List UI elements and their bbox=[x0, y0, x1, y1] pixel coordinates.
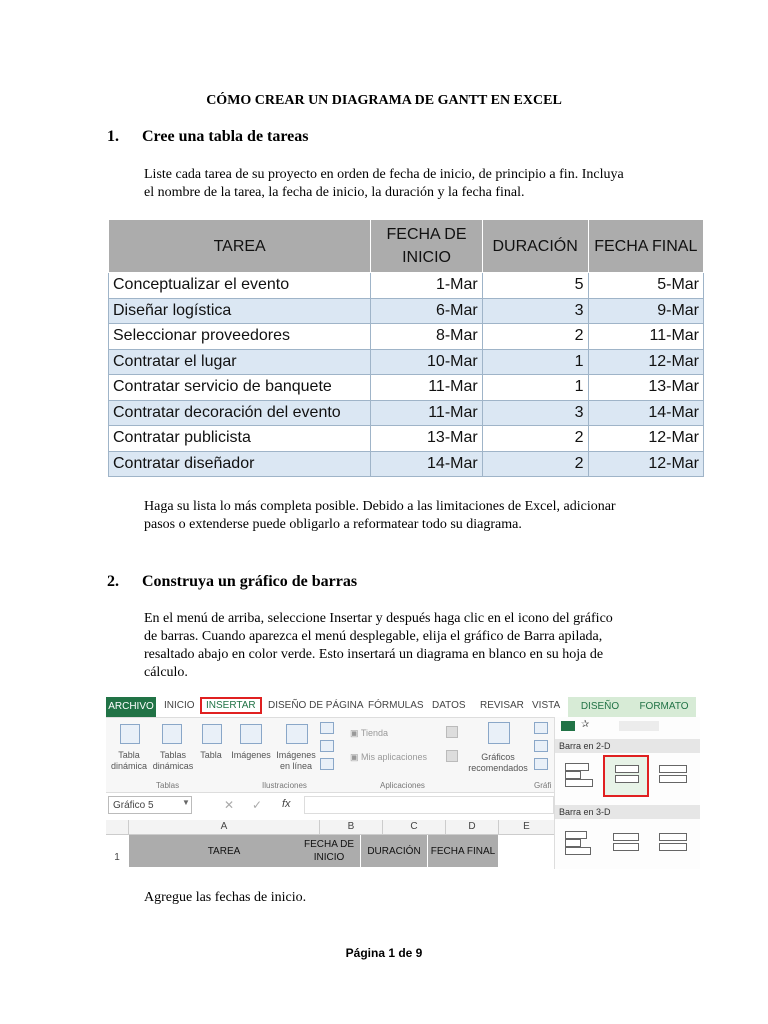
duration-cell: 3 bbox=[482, 400, 588, 426]
header-end-date: FECHA FINAL bbox=[588, 220, 703, 273]
column-header-d[interactable]: D bbox=[446, 820, 499, 835]
start-date-cell: 13-Mar bbox=[371, 426, 482, 452]
section1-paragraph-line: Haga su lista lo más completa posible. Debido a las limitaciones de Excel, adicionar bbox=[144, 499, 616, 514]
cell-c1[interactable]: DURACIÓN bbox=[361, 835, 428, 867]
images-icon[interactable] bbox=[240, 724, 262, 744]
tab-formato[interactable]: FORMATO bbox=[632, 697, 696, 717]
task-cell: Diseñar logística bbox=[109, 298, 371, 324]
line-chart-icon[interactable] bbox=[534, 740, 548, 752]
table-row bbox=[109, 400, 704, 426]
cell-b1[interactable]: FECHA DE INICIO bbox=[298, 835, 361, 867]
pivot-table-label: Tabla dinámica bbox=[110, 750, 148, 771]
pie-chart-icon[interactable] bbox=[534, 758, 548, 770]
bar-chart-icon[interactable] bbox=[561, 721, 575, 731]
group-tablas: Tablas bbox=[156, 781, 180, 790]
tab-insertar[interactable]: INSERTAR bbox=[200, 697, 262, 714]
section2-heading: Construya un gráfico de barras bbox=[142, 573, 358, 590]
column-header-a[interactable]: A bbox=[129, 820, 320, 835]
duration-cell: 5 bbox=[482, 273, 588, 299]
chart-options-strip bbox=[619, 721, 659, 731]
row-number[interactable]: 1 bbox=[114, 852, 120, 863]
bar-chart-dropdown bbox=[554, 717, 700, 869]
select-all-corner[interactable] bbox=[106, 820, 129, 835]
tab-revisar[interactable]: REVISAR bbox=[480, 700, 524, 711]
table-row bbox=[109, 451, 704, 477]
duration-cell: 1 bbox=[482, 375, 588, 401]
my-apps-button[interactable]: ▣ Mis aplicaciones bbox=[350, 752, 428, 762]
start-date-cell: 11-Mar bbox=[371, 375, 482, 401]
excel-screenshot bbox=[106, 697, 700, 869]
task-cell: Contratar diseñador bbox=[109, 451, 371, 477]
shapes-icon[interactable] bbox=[320, 722, 334, 734]
section2-number: 2. bbox=[107, 573, 119, 590]
panel-heading-2d: Barra en 2-D bbox=[555, 739, 700, 753]
section2-paragraph-line: En el menú de arriba, seleccione Insertar y después haga clic en el icono del gráfico bbox=[144, 611, 613, 626]
section1-paragraph-line: Liste cada tarea de su proyecto en orden de fecha de inicio, de principio a fin. Incluya bbox=[144, 167, 624, 182]
section1-paragraph-line: el nombre de la tarea, la fecha de inicio, la duración y la fecha final. bbox=[144, 185, 525, 200]
formula-input[interactable] bbox=[304, 796, 554, 814]
table-row bbox=[109, 298, 704, 324]
header-start-date: FECHA DE INICIO bbox=[371, 220, 482, 273]
end-date-cell: 11-Mar bbox=[588, 324, 703, 350]
end-date-cell: 9-Mar bbox=[588, 298, 703, 324]
clustered-bar-icon[interactable] bbox=[565, 761, 595, 787]
table-row bbox=[109, 349, 704, 375]
document-title: CÓMO CREAR UN DIAGRAMA DE GANTT EN EXCEL bbox=[206, 93, 562, 108]
name-box[interactable]: Gráfico 5 bbox=[108, 796, 192, 814]
store-button[interactable]: ▣ Tienda bbox=[350, 728, 389, 738]
tab-inicio[interactable]: INICIO bbox=[164, 700, 195, 711]
task-cell: Contratar publicista bbox=[109, 426, 371, 452]
column-header-c[interactable]: C bbox=[383, 820, 446, 835]
task-cell: Contratar servicio de banquete bbox=[109, 375, 371, 401]
tab-archivo[interactable]: ARCHIVO bbox=[106, 697, 156, 717]
3d-100-stacked-bar-icon[interactable] bbox=[659, 829, 689, 855]
column-header-e[interactable]: E bbox=[499, 820, 555, 835]
end-date-cell: 12-Mar bbox=[588, 349, 703, 375]
scatter-icon[interactable]: ✰ bbox=[581, 719, 590, 730]
tab-datos[interactable]: DATOS bbox=[432, 700, 466, 711]
duration-cell: 3 bbox=[482, 298, 588, 324]
section2-paragraph-line: resaltado abajo en color verde. Esto insertará un diagrama en blanco en su hoja de bbox=[144, 647, 604, 662]
column-header-b[interactable]: B bbox=[320, 820, 383, 835]
formula-bar bbox=[106, 796, 554, 816]
recommended-charts-label: Gráficos recomendados bbox=[468, 752, 528, 773]
section2-paragraph-2: Agregue las fechas de inicio. bbox=[144, 890, 307, 905]
group-aplicaciones: Aplicaciones bbox=[380, 781, 425, 790]
start-date-cell: 1-Mar bbox=[371, 273, 482, 299]
3d-clustered-bar-icon[interactable] bbox=[565, 829, 595, 855]
start-date-cell: 14-Mar bbox=[371, 451, 482, 477]
column-chart-icon[interactable] bbox=[534, 722, 548, 734]
stacked-bar-icon[interactable] bbox=[603, 755, 649, 797]
duration-cell: 2 bbox=[482, 451, 588, 477]
group-ilustraciones: Ilustraciones bbox=[262, 781, 307, 790]
start-date-cell: 11-Mar bbox=[371, 400, 482, 426]
cancel-icon[interactable]: ✕ bbox=[224, 798, 235, 812]
tab-diseno[interactable]: DISEÑO bbox=[568, 697, 632, 717]
start-date-cell: 8-Mar bbox=[371, 324, 482, 350]
task-cell: Contratar decoración del evento bbox=[109, 400, 371, 426]
table-row bbox=[109, 375, 704, 401]
confirm-icon[interactable]: ✓ bbox=[252, 798, 263, 812]
ribbon-tabs bbox=[106, 697, 700, 717]
table-row bbox=[109, 426, 704, 452]
ribbon bbox=[106, 717, 554, 793]
function-icon[interactable]: fx bbox=[282, 798, 291, 810]
table-row bbox=[109, 324, 704, 350]
online-images-label: Imágenes en línea bbox=[276, 750, 316, 771]
cell-a1[interactable]: TAREA bbox=[129, 835, 320, 867]
end-date-cell: 14-Mar bbox=[588, 400, 703, 426]
section1-number: 1. bbox=[107, 128, 119, 145]
end-date-cell: 12-Mar bbox=[588, 451, 703, 477]
tab-formulas[interactable]: FÓRMULAS bbox=[368, 700, 424, 711]
cell-d1[interactable]: FECHA FINAL bbox=[428, 835, 499, 867]
header-task: TAREA bbox=[109, 220, 371, 273]
section2-paragraph-line: de barras. Cuando aparezca el menú desplegable, elija el gráfico de Barra apilada, bbox=[144, 629, 603, 644]
table-row bbox=[109, 273, 704, 299]
smartart-icon[interactable] bbox=[320, 740, 334, 752]
bing-maps-icon[interactable] bbox=[446, 726, 458, 738]
spreadsheet-grid bbox=[106, 820, 554, 869]
section2-paragraph-line: cálculo. bbox=[144, 665, 188, 680]
online-images-icon[interactable] bbox=[286, 724, 308, 744]
task-cell: Contratar el lugar bbox=[109, 349, 371, 375]
end-date-cell: 12-Mar bbox=[588, 426, 703, 452]
duration-cell: 2 bbox=[482, 324, 588, 350]
chevron-down-icon[interactable]: ▼ bbox=[182, 798, 190, 807]
duration-cell: 1 bbox=[482, 349, 588, 375]
table-header-row bbox=[109, 220, 704, 273]
pivot-table-icon[interactable] bbox=[120, 724, 140, 744]
panel-heading-3d: Barra en 3-D bbox=[555, 805, 700, 819]
100-stacked-bar-icon[interactable] bbox=[659, 761, 689, 787]
3d-stacked-bar-icon[interactable] bbox=[613, 829, 643, 855]
section1-heading: Cree una tabla de tareas bbox=[142, 128, 309, 145]
task-cell: Conceptualizar el evento bbox=[109, 273, 371, 299]
task-table bbox=[108, 219, 704, 477]
section1-paragraph-line: pasos o extenderse puede obligarlo a reformatear todo su diagrama. bbox=[144, 517, 522, 532]
group-graficos: Gráfi bbox=[534, 781, 552, 790]
recommended-pivot-icon[interactable] bbox=[162, 724, 182, 744]
header-duration: DURACIÓN bbox=[482, 220, 588, 273]
recommended-charts-icon[interactable] bbox=[488, 722, 510, 744]
task-cell: Seleccionar proveedores bbox=[109, 324, 371, 350]
end-date-cell: 5-Mar bbox=[588, 273, 703, 299]
page-footer: Página 1 de 9 bbox=[345, 946, 423, 960]
duration-cell: 2 bbox=[482, 426, 588, 452]
table-label: Tabla bbox=[200, 750, 222, 760]
start-date-cell: 10-Mar bbox=[371, 349, 482, 375]
screenshot-icon[interactable] bbox=[320, 758, 334, 770]
recommended-pivot-label: Tablas dinámicas bbox=[152, 750, 194, 771]
tab-vista[interactable]: VISTA bbox=[532, 700, 561, 711]
images-label: Imágenes bbox=[231, 750, 271, 760]
table-icon[interactable] bbox=[202, 724, 222, 744]
end-date-cell: 13-Mar bbox=[588, 375, 703, 401]
tab-diseno-pagina[interactable]: DISEÑO DE PÁGINA bbox=[268, 700, 364, 711]
people-graph-icon[interactable] bbox=[446, 750, 458, 762]
start-date-cell: 6-Mar bbox=[371, 298, 482, 324]
